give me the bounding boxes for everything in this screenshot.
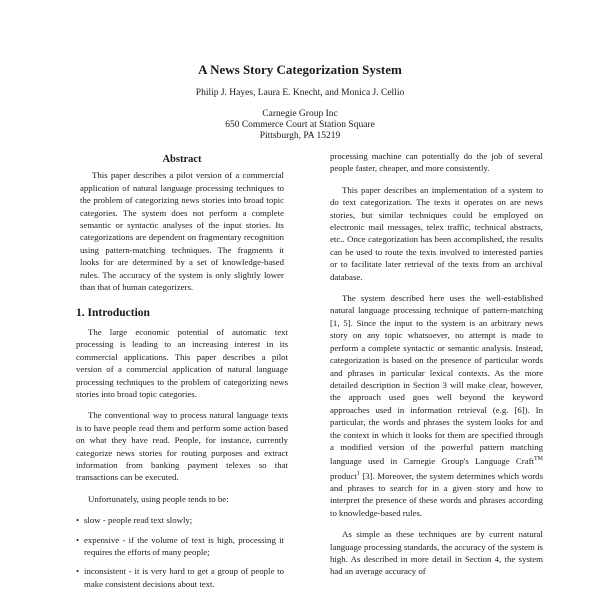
- author-affiliation: [0, 109, 600, 142]
- body-paragraph: processing machine can potentially do the job of several people faster, cheaper, and more consistently.: [330, 151, 543, 174]
- list-item: • inconsistent - it is very hard to get a group of people to make consistent decisions about text.: [76, 565, 284, 590]
- affiliation-line: Carnegie Group Inc: [262, 109, 338, 119]
- paragraph-text: The system described here uses the well-established natural language processing technique of pattern-matching [1, 5]. Since the input to the system is an arbitrary news story on any topic whatsoever, no attempt is made to perform a complete syntactic or semantic analysis. Instead, categorization is based on the presence of particular words and phrases in particular lexical contexts. As the more detailed description in Section 3 will make clear, however, the approach used goes well beyond the keyword approaches used in information retrieval (e.g. [6]). In particular, the words and phrases the system looks for and the context in which it looks for them are specified through a modified version of the powerful pattern matching language used in Carnegie Group's Language Craft: [330, 293, 543, 467]
- introduction-heading: 1. Introduction: [76, 307, 150, 320]
- abstract-text: This paper describes a pilot version of a commercial application of natural language processing techniques to the problem of categorizing news stories into broad topic categories. The system does not perform a complete semantic or syntactic analyses of the input stories. Its categorizations are dependent on fragmentary recognition using pattern-matching techniques. The fragments it looks for are determined by a set of knowledge-based rules. The accuracy of the system is only slightly lower than that of human categorizers.: [80, 170, 284, 293]
- affiliation-line: 650 Commerce Court at Station Square: [225, 120, 375, 130]
- body-paragraph: As simple as these techniques are by current natural language processing standards, the accuracy of the system is high. As described in more detail in Section 4, the system had an average accuracy of: [330, 529, 543, 577]
- bullet-list: [76, 514, 288, 590]
- trademark-mark: TM: [534, 456, 543, 463]
- body-paragraph: The conventional way to process natural language texts is to have people read them and perform some action based on what they have read. People, for instance, currently categorize news stories for routing purposes and extract information from banking payment telexes so that transactions can be executed.: [76, 410, 288, 483]
- affiliation-line: Pittsburgh, PA 15219: [259, 131, 341, 141]
- abstract-heading: Abstract: [162, 154, 202, 165]
- list-item: • expensive - if the volume of text is high, processing it requires the efforts of many people;: [76, 534, 284, 559]
- paragraph-text: [3]. Moreover, the system determines which words and phrases to search for in a given story and how to interpret the presence of these words and phrases according to knowledge-based rules.: [330, 470, 543, 518]
- list-item: • slow - people read text slowly;: [76, 514, 284, 526]
- left-column: [76, 150, 288, 597]
- footnote-marker: 1: [356, 470, 360, 477]
- paper-authors: Philip J. Hayes, Laura E. Knecht, and Monica J. Cellio: [195, 88, 405, 98]
- body-paragraph: The large economic potential of automatic text processing is leading to an increasing interest in its commercial applications. This paper describes a pilot version of a commercial application of natural language processing techniques to the problem of categorizing news stories into broad topic categories.: [76, 326, 288, 399]
- body-paragraph: This paper describes an implementation of a system to do text categorization. The texts it operates on are news stories, but similar techniques could be employed on electronic mail messages, telex traffic, technical abstracts, etc.. Once categorization has been accomplished, the results can be used to route the texts involved to interested parties or to facilitate later retrieval of the texts from an archival database.: [330, 184, 543, 282]
- body-paragraph: Unfortunately, using people tends to be:: [88, 493, 229, 504]
- body-paragraph: [330, 292, 543, 519]
- paragraph-text: product: [330, 470, 357, 481]
- paper-title: A News Story Categorization System: [198, 62, 402, 77]
- right-column: [330, 150, 543, 587]
